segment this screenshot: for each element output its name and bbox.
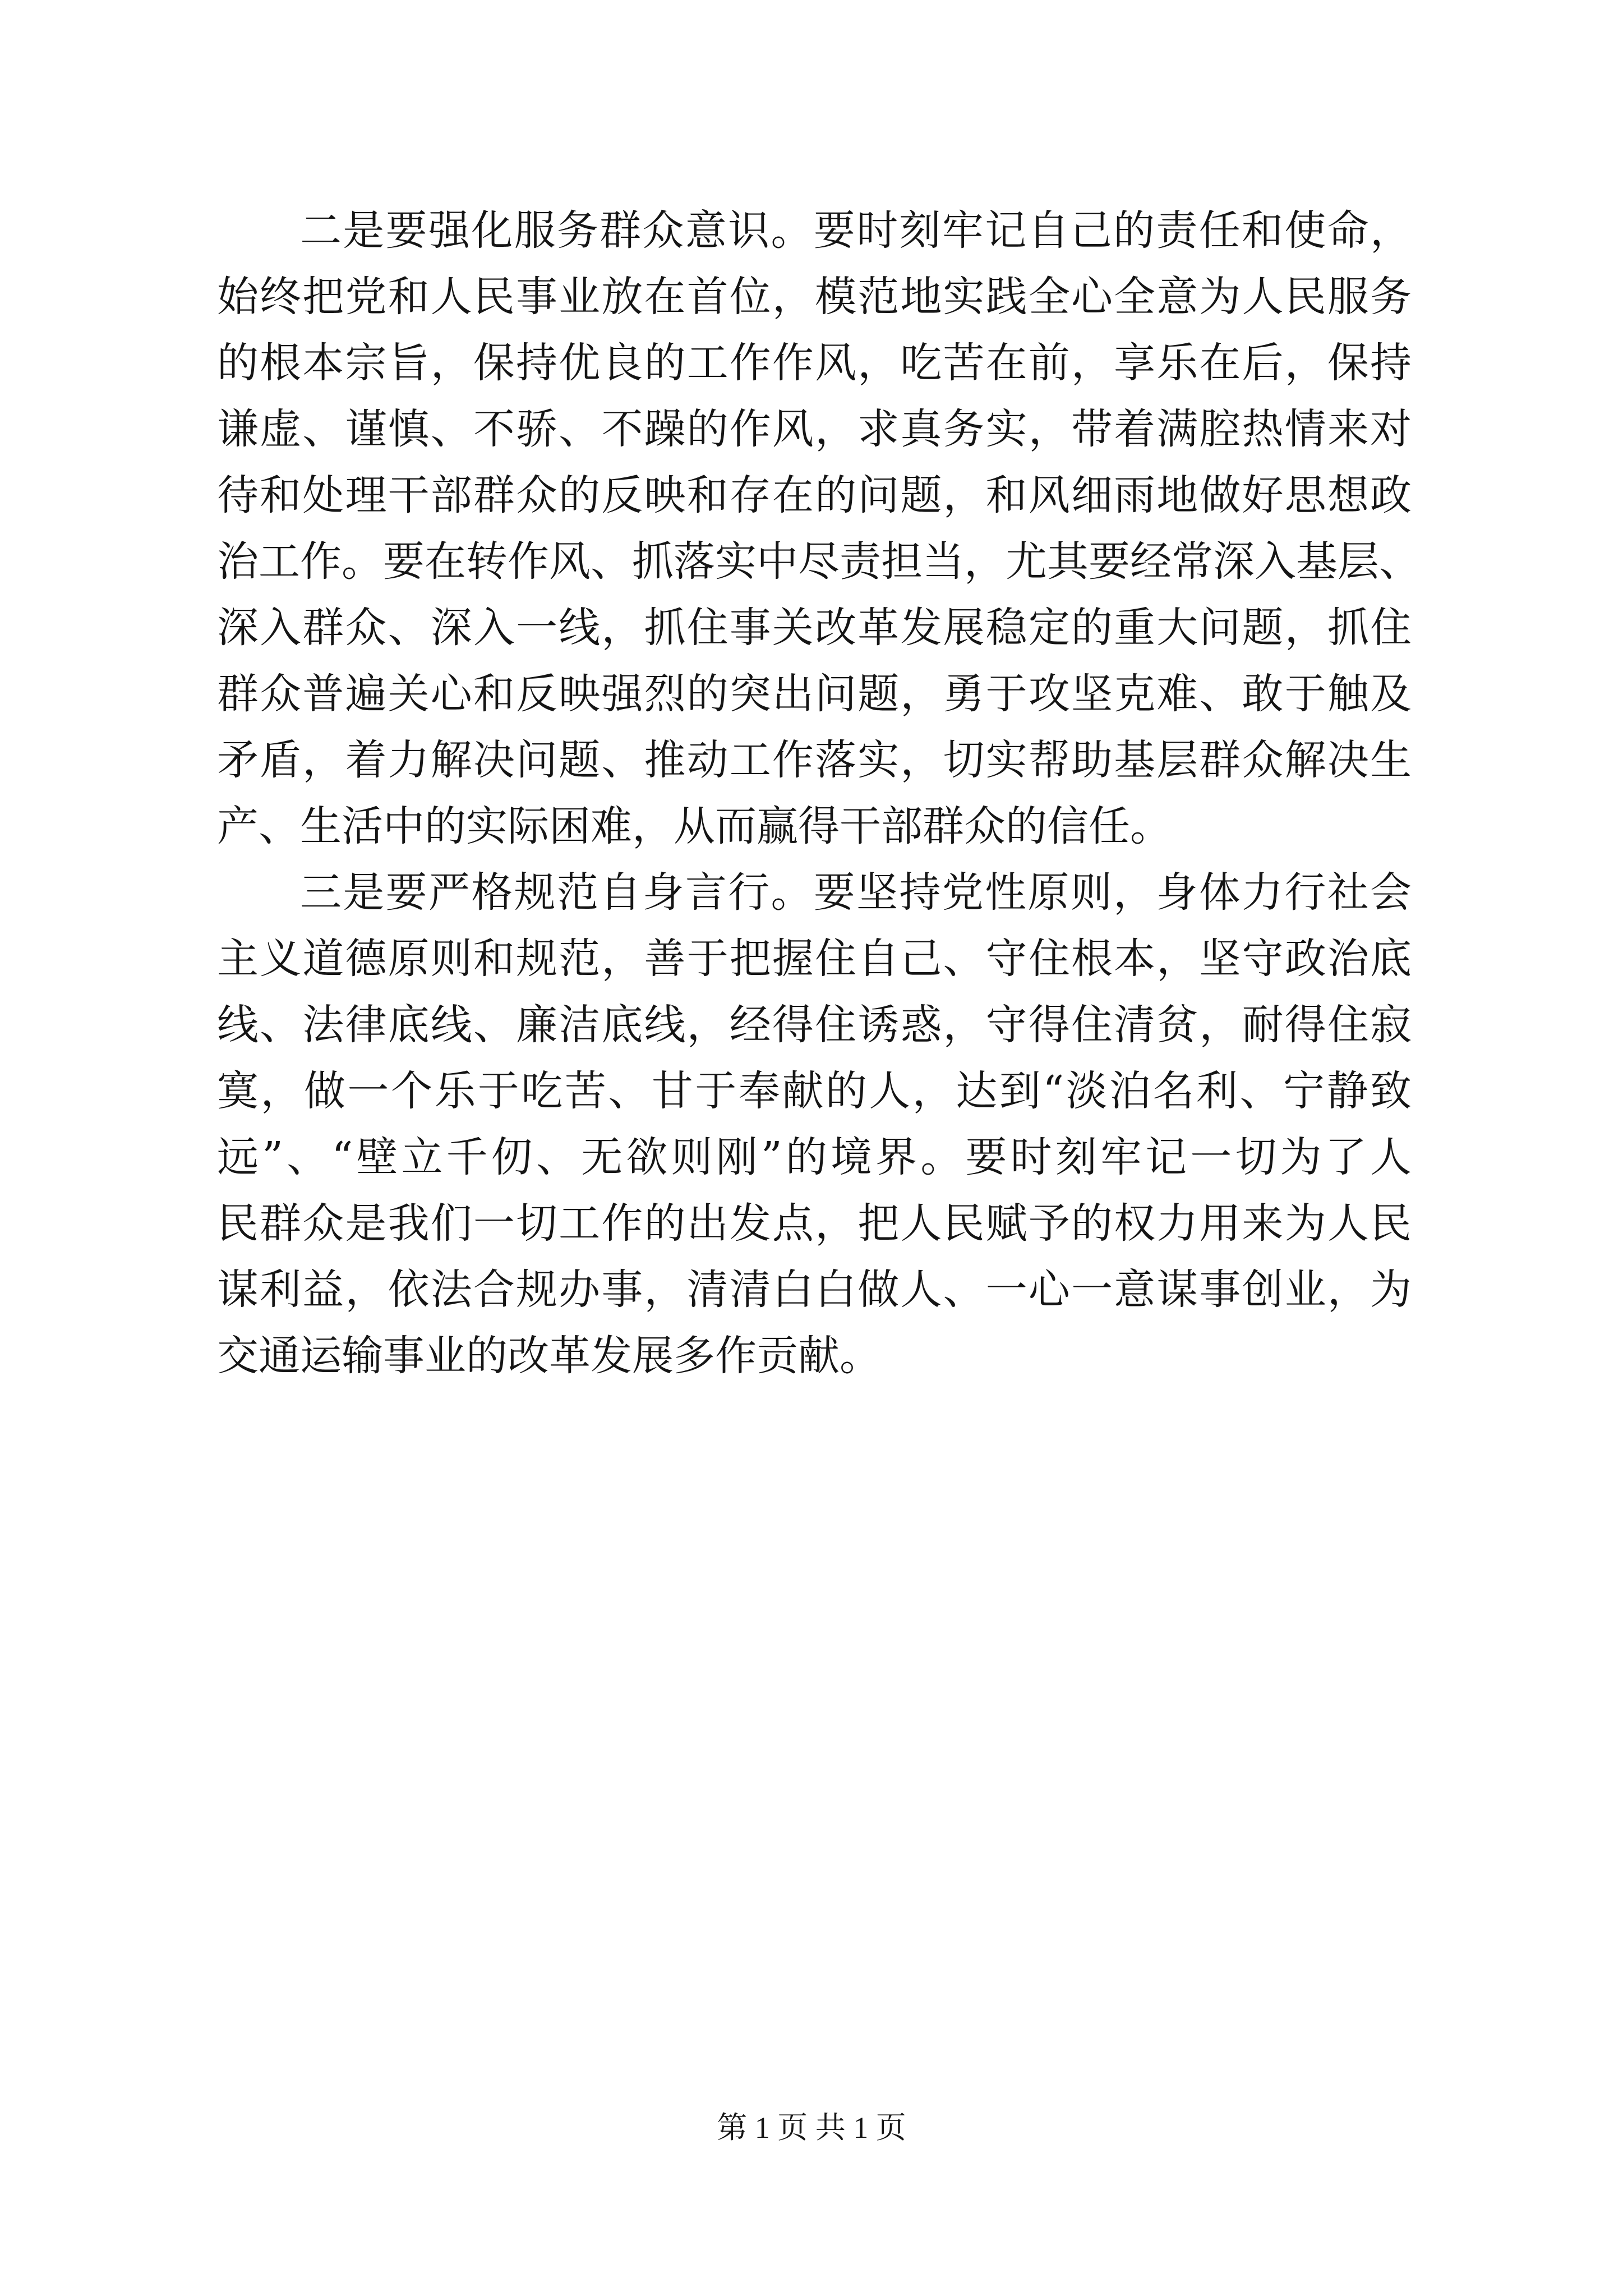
paragraph-self-conduct [217,859,1412,1389]
document-body [217,197,1421,1389]
page-footer [0,2108,1623,2147]
page-number-label: 第 1 页 共 1 页 [717,2111,906,2145]
paragraph-line: 民群众是我们一切工作的出发点，把人民赋予的权力用来为人民 [217,1199,1412,1248]
paragraph-line: 群众普遍关心和反映强烈的突出问题，勇于攻坚克难、敢于触及 [217,670,1412,718]
paragraph-line: 二是要强化服务群众意识。要时刻牢记自己的责任和使命， [300,206,1412,255]
paragraph-line: 产、生活中的实际困难，从而赢得干部群众的信任。 [217,802,1172,850]
paragraph-line: 治工作。要在转作风、抓落实中尽责担当，尤其要经常深入基层、 [217,537,1421,586]
paragraph-line: 主义道德原则和规范，善于把握住自己、守住根本，坚守政治底 [217,935,1412,983]
paragraph-line: 始终把党和人民事业放在首位，模范地实践全心全意为人民服务 [217,273,1412,321]
paragraph-line: 寞，做一个乐于吃苦、甘于奉献的人，达到“淡泊名利、宁静致 [217,1067,1412,1115]
paragraph-line: 谋利益，依法合规办事，清清白白做人、一心一意谋事创业，为 [217,1266,1412,1314]
paragraph-line: 的根本宗旨，保持优良的工作作风，吃苦在前，享乐在后，保持 [217,339,1412,387]
paragraph-line: 远”、“壁立千仞、无欲则刚”的境界。要时刻牢记一切为了人 [217,1133,1412,1181]
paragraph-line: 深入群众、深入一线，抓住事关改革发展稳定的重大问题，抓住 [217,604,1412,652]
paragraph-line: 线、法律底线、廉洁底线，经得住诱惑，守得住清贫，耐得住寂 [217,1001,1412,1049]
paragraph-line: 三是要严格规范自身言行。要坚持党性原则，身体力行社会 [300,868,1412,917]
paragraph-line: 待和处理干部群众的反映和存在的问题，和风细雨地做好思想政 [217,471,1412,519]
paragraph-line: 谦虚、谨慎、不骄、不躁的作风，求真务实，带着满腔热情来对 [217,405,1412,453]
paragraph-line: 交通运输事业的改革发展多作贡献。 [217,1332,881,1380]
paragraph-service-awareness [217,197,1421,859]
paragraph-line: 矛盾，着力解决问题、推动工作落实，切实帮助基层群众解决生 [217,736,1412,784]
